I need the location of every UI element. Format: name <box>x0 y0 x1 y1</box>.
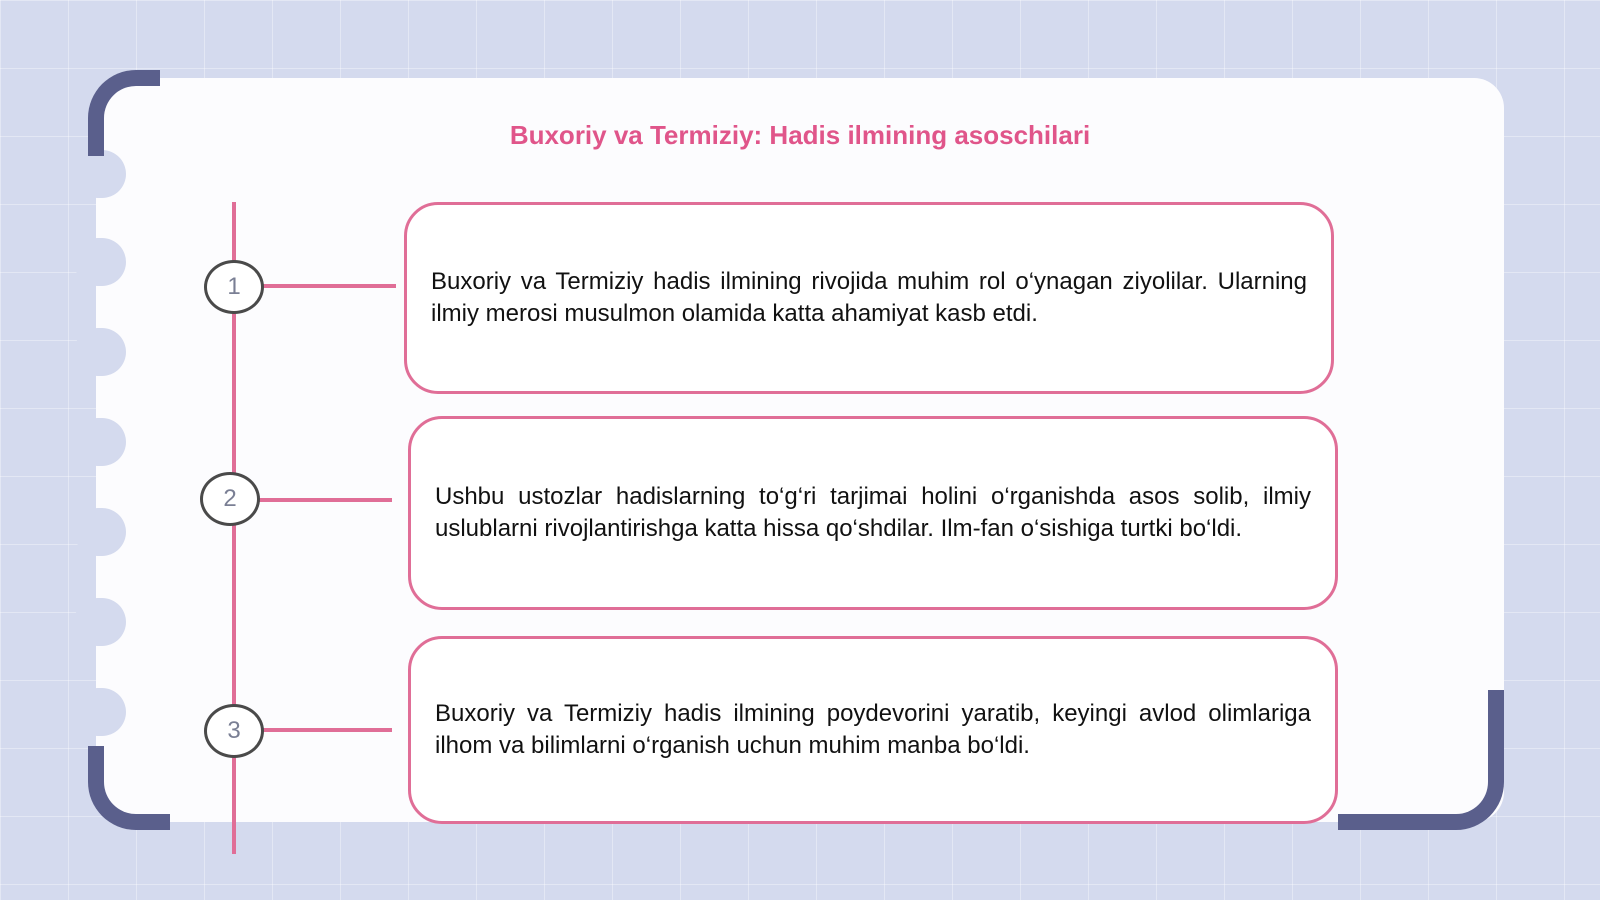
timeline-card-3 <box>408 636 1338 824</box>
corner-bracket-bottom-left <box>88 746 170 830</box>
slide-title: Buxoriy va Termiziy: Hadis ilmining asoschilari <box>509 120 1091 150</box>
timeline-card-text: Buxoriy va Termiziy hadis ilmining rivojida muhim rol o‘ynagan ziyolilar. Ularning ilmiy merosi musulmon olamida katta ahamiyat kasb etdi. <box>431 268 1307 327</box>
paper-edge-notch <box>74 328 126 376</box>
timeline-card-1 <box>404 202 1334 394</box>
paper-edge-notch <box>74 150 126 198</box>
timeline-card-text: Buxoriy va Termiziy hadis ilmining poydevorini yaratib, keyingi avlod olimlariga ilhom va bilimlarni o‘rganish uchun muhim manba bo‘ldi. <box>435 700 1311 759</box>
paper-edge-notch <box>74 418 126 466</box>
timeline-marker-1: 1 <box>204 260 264 314</box>
paper-edge-notch <box>74 598 126 646</box>
paper-edge-notch <box>74 508 126 556</box>
timeline-marker-3: 3 <box>204 704 264 758</box>
paper-edge-notch <box>74 688 126 736</box>
timeline-card-2 <box>408 416 1338 610</box>
timeline-connector-1 <box>262 284 396 288</box>
corner-bracket-top-left <box>88 70 160 156</box>
paper-edge-notch <box>74 238 126 286</box>
timeline-marker-2: 2 <box>200 472 260 526</box>
timeline-connector-3 <box>262 728 392 732</box>
timeline-card-text: Ushbu ustozlar hadislarning to‘g‘ri tarjimai holini o‘rganishda asos solib, ilmiy uslublarni rivojlantirishga katta hissa qo‘shdilar. Ilm-fan o‘sishiga turtki bo‘ldi. <box>435 483 1311 542</box>
timeline-connector-2 <box>258 498 392 502</box>
corner-bracket-bottom-right <box>1338 690 1504 830</box>
